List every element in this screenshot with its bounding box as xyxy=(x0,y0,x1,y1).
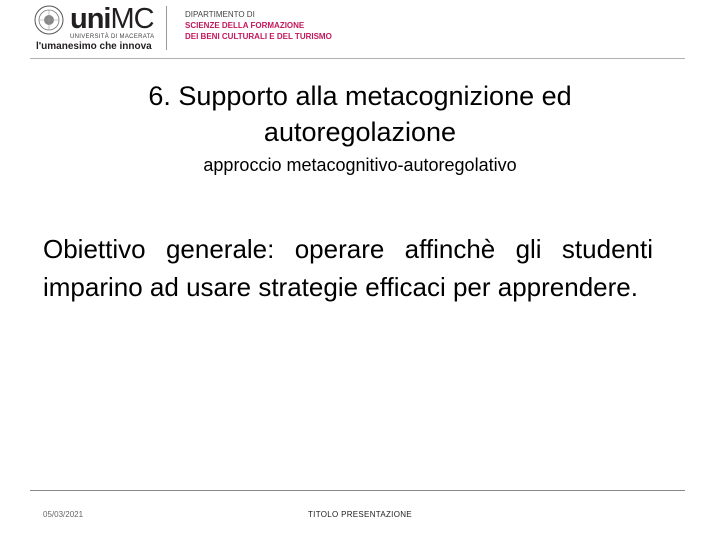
slide-body-text: Obiettivo generale: operare affinchè gli studenti imparino ad usare strategie efficaci per apprendere. xyxy=(43,234,653,302)
department-line-2: SCIENZE DELLA FORMAZIONE xyxy=(185,21,305,30)
university-logo xyxy=(70,2,154,36)
logo-subtitle: UNIVERSITÀ DI MACERATA xyxy=(70,34,155,40)
university-motto: l'umanesimo che innova xyxy=(36,41,152,52)
footer-rule xyxy=(30,490,685,491)
slide-header xyxy=(0,0,720,60)
header-divider xyxy=(166,6,167,50)
header-rule xyxy=(30,58,685,59)
slide-title-line-2: autoregolazione xyxy=(263,117,457,147)
logo-mc: MC xyxy=(110,3,154,35)
footer-title: TITOLO PRESENTAZIONE xyxy=(308,510,412,519)
logo-uni: uni xyxy=(70,3,111,35)
department-line-1: DIPARTIMENTO DI xyxy=(185,10,255,19)
department-name xyxy=(185,9,332,42)
department-line-3: DEI BENI CULTURALI E DEL TURISMO xyxy=(185,32,332,41)
footer-date: 05/03/2021 xyxy=(43,510,84,519)
university-seal-icon xyxy=(34,5,64,35)
slide-title-line-1: 6. Supporto alla metacognizione ed xyxy=(148,81,572,111)
slide-subtitle: approccio metacognitivo-autoregolativo xyxy=(203,155,517,175)
slide-title xyxy=(40,78,680,150)
